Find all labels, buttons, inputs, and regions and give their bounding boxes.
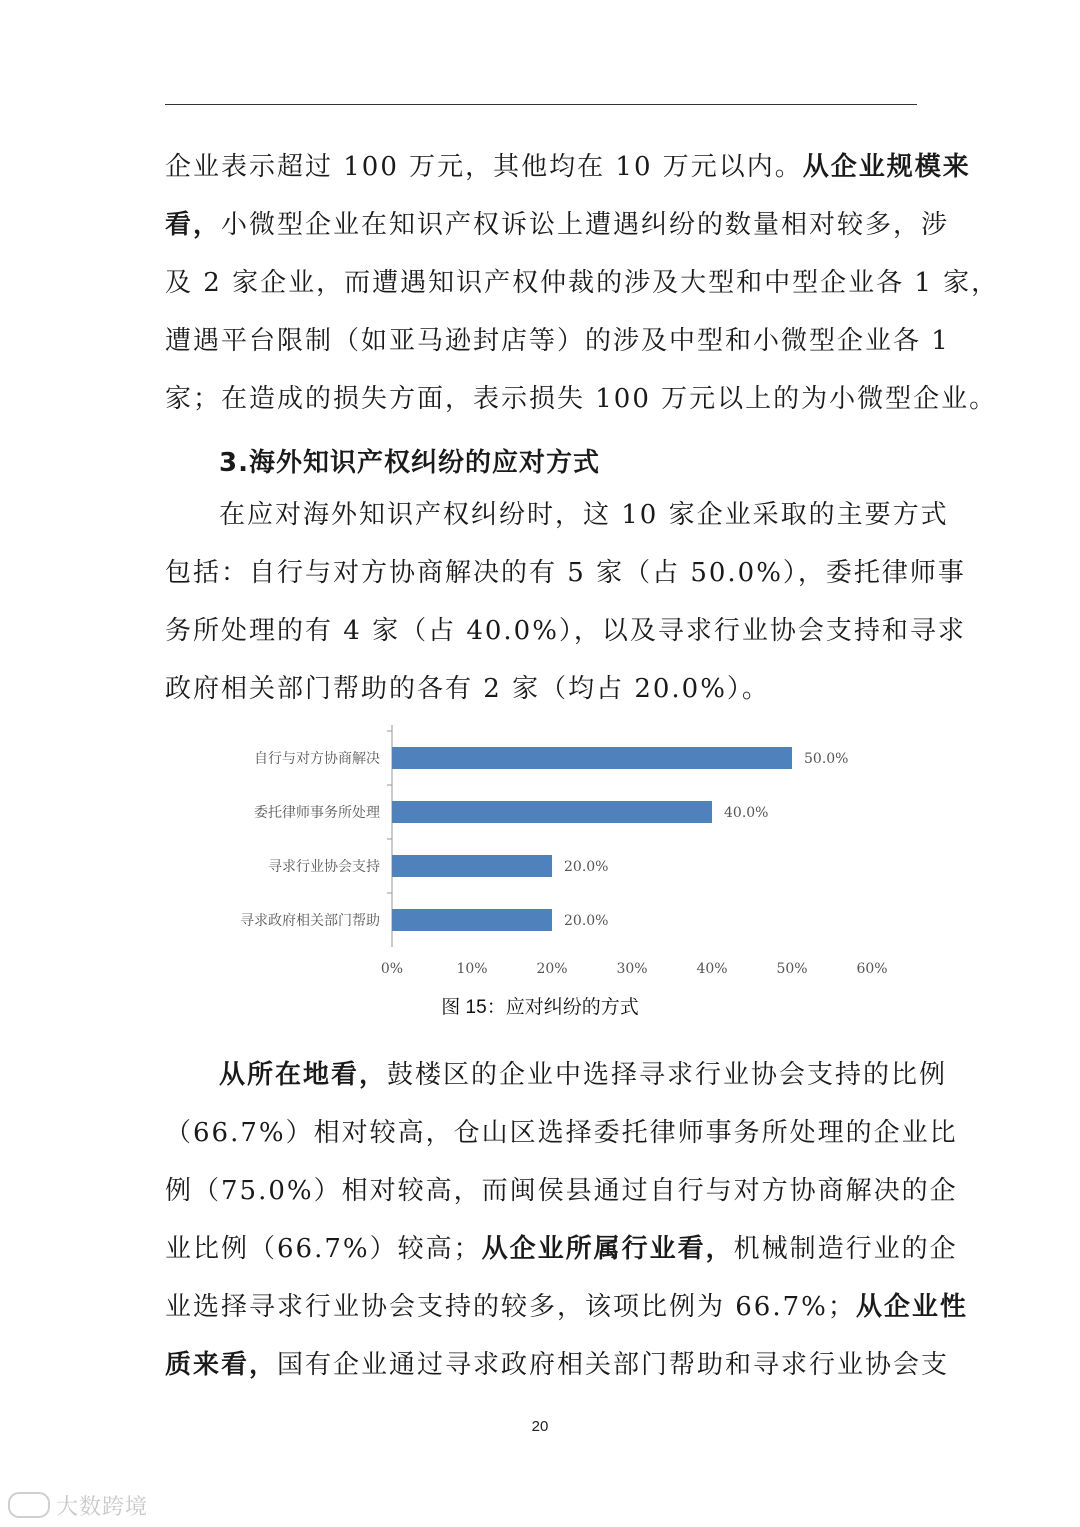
x-tick-label: 50% bbox=[776, 961, 808, 977]
bold-phrase: 从企业规模来 bbox=[802, 152, 971, 182]
text-line bbox=[165, 196, 950, 254]
section-heading: 3.海外知识产权纠纷的应对方式 bbox=[219, 448, 600, 478]
text-line bbox=[165, 1278, 968, 1336]
text-line bbox=[165, 138, 971, 196]
text-line bbox=[165, 1336, 950, 1394]
bold-phrase: 从企业性 bbox=[855, 1292, 968, 1322]
text-line bbox=[165, 312, 950, 370]
category-label: 委托律师事务所处理 bbox=[254, 805, 380, 821]
watermark-logo-icon bbox=[8, 1492, 50, 1518]
watermark-text: 大数跨境 bbox=[56, 1495, 149, 1520]
text-run: 及 2 家企业，而遭遇知识产权仲裁的涉及大型和中型企业各 1 家， bbox=[165, 268, 1000, 298]
x-tick-label: 30% bbox=[616, 961, 648, 977]
data-label: 20.0% bbox=[564, 859, 609, 875]
text-run: 例（75.0%）相对较高，而闽侯县通过自行与对方协商解决的企 bbox=[165, 1176, 958, 1206]
text-run: 业选择寻求行业协会支持的较多，该项比例为 66.7%； bbox=[165, 1292, 856, 1322]
text-run: 在应对海外知识产权纠纷时，这 10 家企业采取的主要方式 bbox=[219, 500, 949, 530]
text-line bbox=[165, 1220, 958, 1278]
bar-chart bbox=[190, 725, 910, 993]
figure-caption: 图 15：应对纠纷的方式 bbox=[441, 997, 639, 1018]
text-run: 遭遇平台限制（如亚马逊封店等）的涉及中型和小微型企业各 1 bbox=[165, 326, 950, 356]
text-run: 业比例（66.7%）较高； bbox=[165, 1234, 482, 1264]
header-rule bbox=[165, 104, 917, 105]
bar bbox=[392, 855, 552, 877]
text-run: 政府相关部门帮助的各有 2 家（均占 20.0%）。 bbox=[165, 674, 770, 704]
x-tick-label: 10% bbox=[456, 961, 488, 977]
text-run: 包括：自行与对方协商解决的有 5 家（占 50.0%），委托律师事 bbox=[165, 558, 966, 588]
x-tick-label: 0% bbox=[380, 961, 404, 977]
text-run: （66.7%）相对较高，仓山区选择委托律师事务所处理的企业比 bbox=[165, 1118, 958, 1148]
category-label: 寻求政府相关部门帮助 bbox=[240, 913, 380, 929]
data-label: 20.0% bbox=[564, 913, 609, 929]
watermark bbox=[8, 1490, 148, 1521]
text-line bbox=[165, 602, 966, 660]
text-line bbox=[165, 254, 1000, 312]
x-tick-label: 40% bbox=[696, 961, 728, 977]
category-label: 自行与对方协商解决 bbox=[254, 751, 380, 767]
x-tick-label: 20% bbox=[536, 961, 568, 977]
paragraph-1 bbox=[165, 138, 1000, 428]
bold-phrase: 从企业所属行业看， bbox=[481, 1234, 734, 1264]
text-line bbox=[165, 486, 949, 544]
paragraph-3 bbox=[165, 1046, 968, 1394]
bar bbox=[392, 801, 712, 823]
text-run: 企业表示超过 100 万元，其他均在 10 万元以内。 bbox=[165, 152, 803, 182]
bold-phrase: 从所在地看， bbox=[219, 1060, 388, 1090]
text-line bbox=[165, 660, 917, 718]
bar bbox=[392, 909, 552, 931]
bar bbox=[392, 747, 792, 769]
text-line bbox=[165, 1046, 948, 1104]
data-label: 40.0% bbox=[724, 805, 769, 821]
text-run: 家；在造成的损失方面，表示损失 100 万元以上的为小微型企业。 bbox=[165, 384, 998, 414]
bold-phrase: 看， bbox=[165, 210, 222, 240]
chart-svg bbox=[190, 725, 910, 993]
category-label: 寻求行业协会支持 bbox=[268, 859, 380, 875]
bold-phrase: 质来看， bbox=[165, 1350, 278, 1380]
x-tick-label: 60% bbox=[856, 961, 888, 977]
text-line bbox=[165, 1104, 958, 1162]
text-line bbox=[165, 544, 966, 602]
text-run: 小微型企业在知识产权诉讼上遭遇纠纷的数量相对较多，涉 bbox=[221, 210, 950, 240]
data-label: 50.0% bbox=[804, 751, 849, 767]
text-run: 国有企业通过寻求政府相关部门帮助和寻求行业协会支 bbox=[277, 1350, 950, 1380]
text-line bbox=[165, 370, 998, 428]
page-number: 20 bbox=[531, 1418, 549, 1435]
paragraph-2 bbox=[165, 486, 966, 718]
text-run: 鼓楼区的企业中选择寻求行业协会支持的比例 bbox=[387, 1060, 948, 1090]
text-line bbox=[165, 1162, 958, 1220]
text-run: 机械制造行业的企 bbox=[733, 1234, 958, 1264]
text-run: 务所处理的有 4 家（占 40.0%），以及寻求行业协会支持和寻求 bbox=[165, 616, 966, 646]
